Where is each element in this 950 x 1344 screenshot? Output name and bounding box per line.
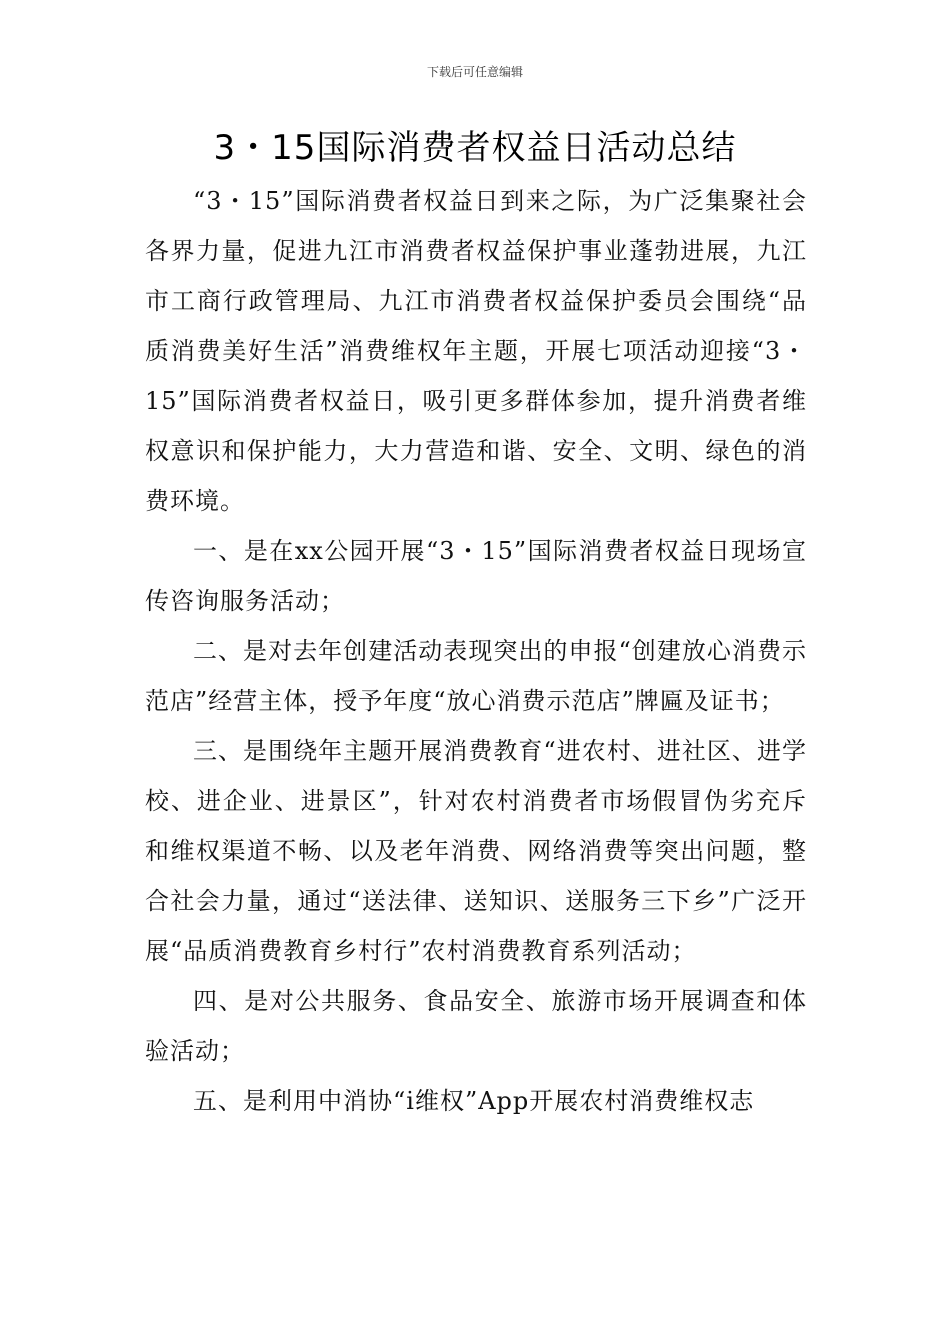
paragraph-item-5: 五、是利用中消协“i维权”App开展农村消费维权志: [193, 1087, 755, 1115]
document-title: 3・15国际消费者权益日活动总结: [213, 128, 737, 168]
document-body: [145, 176, 807, 1126]
paragraph-intro: “3・15”国际消费者权益日到来之际，为广泛集聚社会各界力量，促进九江市消费者权益保护事业蓬勃进展，九江市工商行政管理局、九江市消费者权益保护委员会围绕“品质消费美好生活”消费维权年主题，开展七项活动迎接“3・15”国际消费者权益日，吸引更多群体参加，提升消费者维权意识和保护能力，大力营造和谐、安全、文明、绿色的消费环境。: [145, 187, 807, 515]
paragraph-item-3: 三、是围绕年主题开展消费教育“进农村、进社区、进学校、进企业、进景区”，针对农村消费者市场假冒伪劣充斥和维权渠道不畅、以及老年消费、网络消费等突出问题，整合社会力量，通过“送法律、送知识、送服务三下乡”广泛开展“品质消费教育乡村行”农村消费教育系列活动；: [145, 737, 807, 965]
paragraph-item-2: 二、是对去年创建活动表现突出的申报“创建放心消费示范店”经营主体，授予年度“放心消费示范店”牌匾及证书；: [145, 637, 807, 715]
paragraph-item-4: 四、是对公共服务、食品安全、旅游市场开展调查和体验活动；: [145, 987, 807, 1065]
page-header-note: 下载后可任意编辑: [426, 65, 523, 79]
paragraph-item-1: 一、是在xx公园开展“3・15”国际消费者权益日现场宣传咨询服务活动；: [145, 537, 807, 615]
